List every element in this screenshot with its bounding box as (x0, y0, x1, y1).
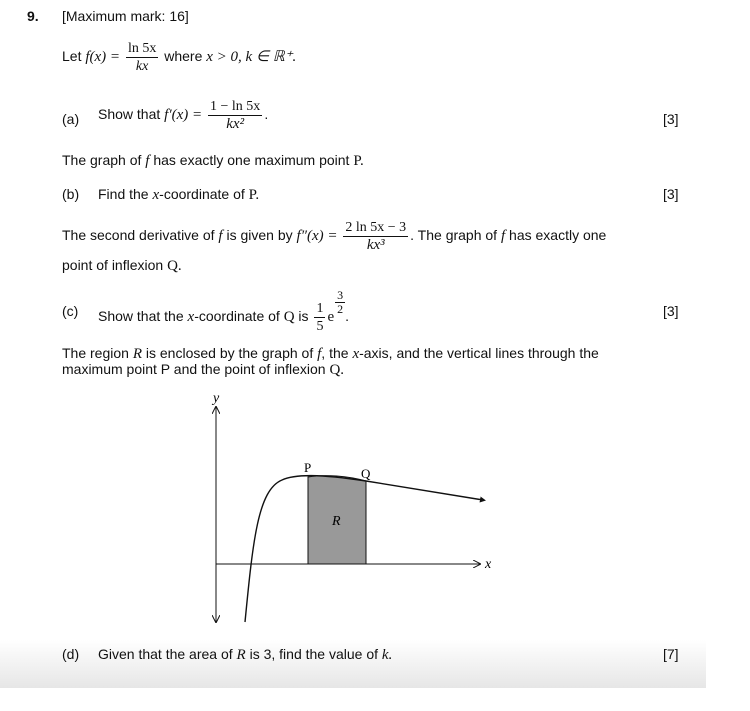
part-a-text: Show that f′(x) = $\frac{1 - \ln 5x}{\text{kx²}}$ . (98, 99, 269, 132)
part-d-label: (d) (62, 646, 80, 662)
part-c-marks: [3] (663, 303, 679, 319)
x-axis-label: x (485, 557, 492, 572)
f-lhs: f(x) = (85, 49, 121, 66)
region-r-label: R (332, 514, 341, 529)
question-number: 9. (27, 8, 39, 24)
max-point-statement: The graph of f has exactly one maximum point P. (62, 152, 364, 169)
part-a-marks: [3] (663, 111, 679, 127)
part-c-text: Show that the x-coordinate of Q is $\frac{1}{5}$ e $\frac{3}{2}$ . (98, 288, 349, 334)
f-numerator: ln 5x (127, 41, 157, 56)
second-derivative-statement: The second derivative of f is given by f″(x) = $\frac{2 \ln 5x - 3}{\text{kx³}}$ . The graph of f has exactly one (62, 220, 607, 253)
part-c-label: (c) (62, 303, 79, 319)
inflexion-line: point of inflexion Q. (62, 257, 182, 274)
y-axis-label: y (213, 391, 220, 406)
second-derivative-fraction: $\frac{2 \ln 5x - 3}{\text{kx³}}$ (345, 220, 407, 253)
domain-condition: x > 0, k ∈ ℝ⁺. (206, 49, 297, 66)
max-mark: [Maximum mark: 16] (62, 8, 189, 24)
part-d-marks: [7] (663, 646, 679, 662)
part-b-text: Find the x-coordinate of P. (98, 186, 260, 203)
part-d-text: Given that the area of R is 3, find the value of k. (98, 646, 393, 663)
point-p-label: P (304, 460, 312, 475)
e-power: e $\frac{3}{2}$ (327, 288, 344, 325)
one-fifth-fraction: $\frac{1}{5}$ (316, 300, 324, 334)
region-statement: The region R is enclosed by the graph of f, the x-axis, and the vertical lines through the (62, 345, 599, 362)
point-q-label: Q (361, 466, 371, 481)
part-b-label: (b) (62, 186, 80, 202)
exponent-fraction: $\frac{3}{2}$ (337, 288, 344, 316)
function-definition: Let f(x) = $\frac{\ln 5x}{kx}$ where x > 0, k ∈ ℝ⁺. (62, 41, 297, 74)
region-statement-line2: maximum point P and the point of inflexion Q. (62, 361, 345, 378)
part-b-marks: [3] (663, 186, 679, 202)
f-denominator: kx (135, 59, 149, 74)
derivative-fraction: $\frac{1 - \ln 5x}{\text{kx²}}$ (210, 99, 261, 132)
part-a-label: (a) (62, 111, 80, 127)
